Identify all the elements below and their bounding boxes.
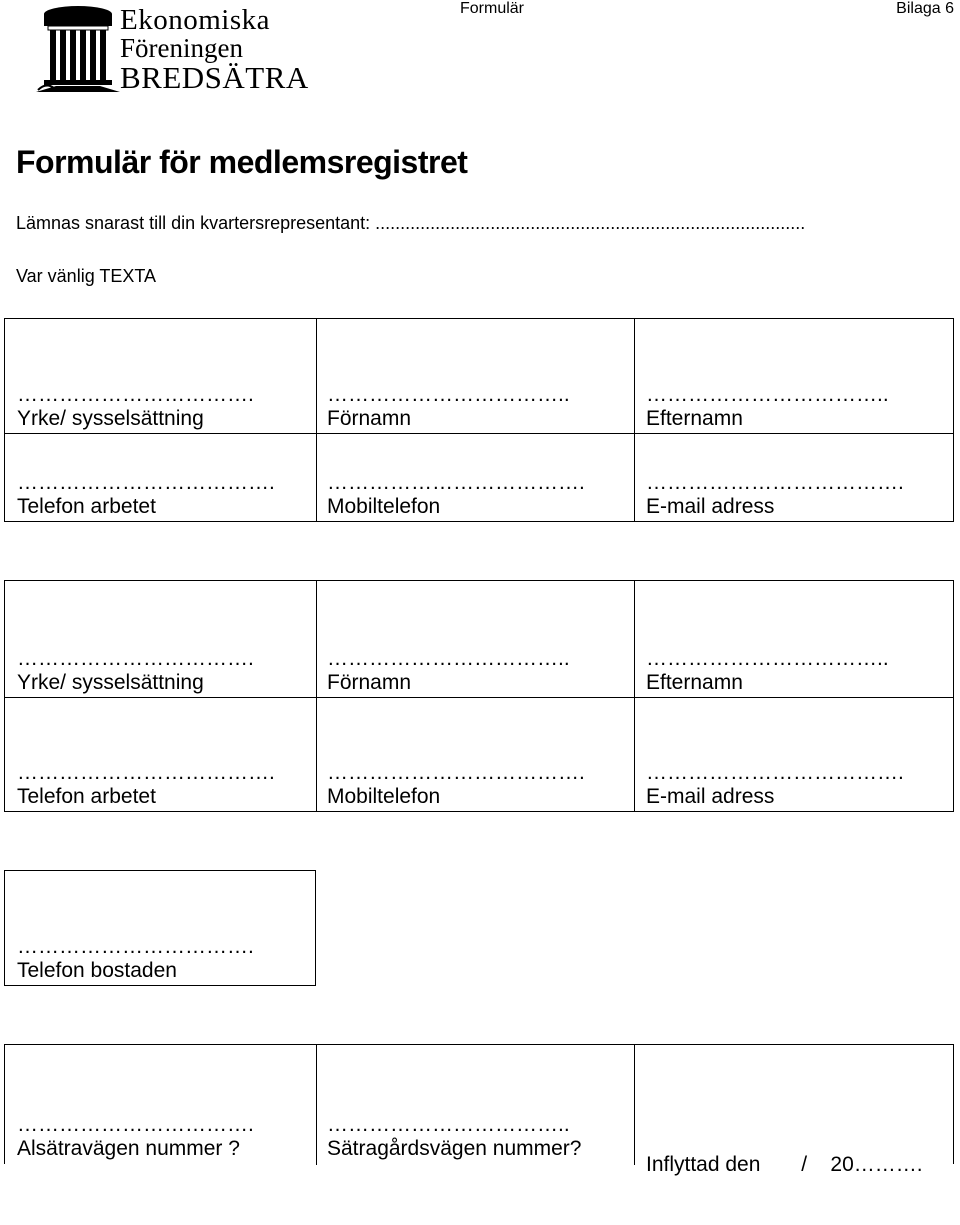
- page-title: Formulär för medlemsregistret: [16, 144, 468, 180]
- member-2-work-phone-field[interactable]: ………………………………. Telefon arbetet: [17, 761, 275, 808]
- member-1-email-field[interactable]: ………………………………. E-mail adress: [646, 471, 904, 518]
- field-label: Efternamn: [646, 671, 743, 694]
- field-label: Förnamn: [327, 671, 412, 694]
- satragardsvagen-number-field[interactable]: …………………………….. Sätragårdsvägen nummer?: [327, 1113, 582, 1160]
- member-2-lastname-field[interactable]: …………………………….. Efternamn: [646, 647, 889, 694]
- member-1-mobile-field[interactable]: ………………………………. Mobiltelefon: [327, 471, 585, 518]
- member-2-firstname-field[interactable]: …………………………….. Förnamn: [327, 647, 570, 694]
- field-label: Telefon bostaden: [17, 959, 177, 982]
- member-1-work-phone-field[interactable]: ………………………………. Telefon arbetet: [17, 471, 275, 518]
- print-instruction: Var vänlig TEXTA: [16, 266, 157, 286]
- header-center-label: Formulär: [460, 0, 525, 17]
- field-label: Sätragårdsvägen nummer?: [327, 1137, 582, 1160]
- member-1-occupation-field[interactable]: ……………………………. Yrke/ sysselsättning: [17, 383, 254, 430]
- home-phone-field[interactable]: ……………………………. Telefon bostaden: [17, 935, 254, 982]
- field-label: Yrke/ sysselsättning: [17, 407, 204, 430]
- address-block: [4, 1044, 954, 1176]
- member-1-lastname-field[interactable]: …………………………….. Efternamn: [646, 383, 889, 430]
- logo-line-2: Föreningen: [120, 33, 243, 63]
- field-label: Mobiltelefon: [327, 785, 441, 808]
- association-logo: [36, 2, 326, 94]
- field-label: Alsätravägen nummer ?: [17, 1137, 240, 1160]
- submit-instruction: Lämnas snarast till din kvartersrepresentant: ......................................................................................: [16, 213, 806, 233]
- field-label: Telefon arbetet: [17, 785, 156, 808]
- field-label: Yrke/ sysselsättning: [17, 671, 204, 694]
- member-1-firstname-field[interactable]: …………………………….. Förnamn: [327, 383, 570, 430]
- field-label: Mobiltelefon: [327, 495, 441, 518]
- column-tower-icon: [36, 2, 120, 94]
- member-2-occupation-field[interactable]: ……………………………. Yrke/ sysselsättning: [17, 647, 254, 694]
- header-attachment-label: Bilaga 6: [896, 0, 954, 17]
- alsatravagen-number-field[interactable]: ……………………………. Alsätravägen nummer ?: [17, 1113, 254, 1160]
- member-2-email-field[interactable]: ………………………………. E-mail adress: [646, 761, 904, 808]
- member-2-mobile-field[interactable]: ………………………………. Mobiltelefon: [327, 761, 585, 808]
- logo-line-3: BREDSÄTRA: [120, 60, 309, 95]
- field-label: E-mail adress: [646, 495, 775, 518]
- moved-in-date-field[interactable]: [646, 1105, 923, 1225]
- field-label: Efternamn: [646, 407, 743, 430]
- field-label: E-mail adress: [646, 785, 775, 808]
- member-block-1: [4, 318, 954, 522]
- field-label: Telefon arbetet: [17, 495, 156, 518]
- field-label: Förnamn: [327, 407, 412, 430]
- logo-line-1: Ekonomiska: [120, 4, 270, 36]
- field-label: Inflyttad den / 20……….: [646, 1153, 923, 1176]
- home-phone-block: [4, 870, 316, 986]
- member-block-2: [4, 580, 954, 812]
